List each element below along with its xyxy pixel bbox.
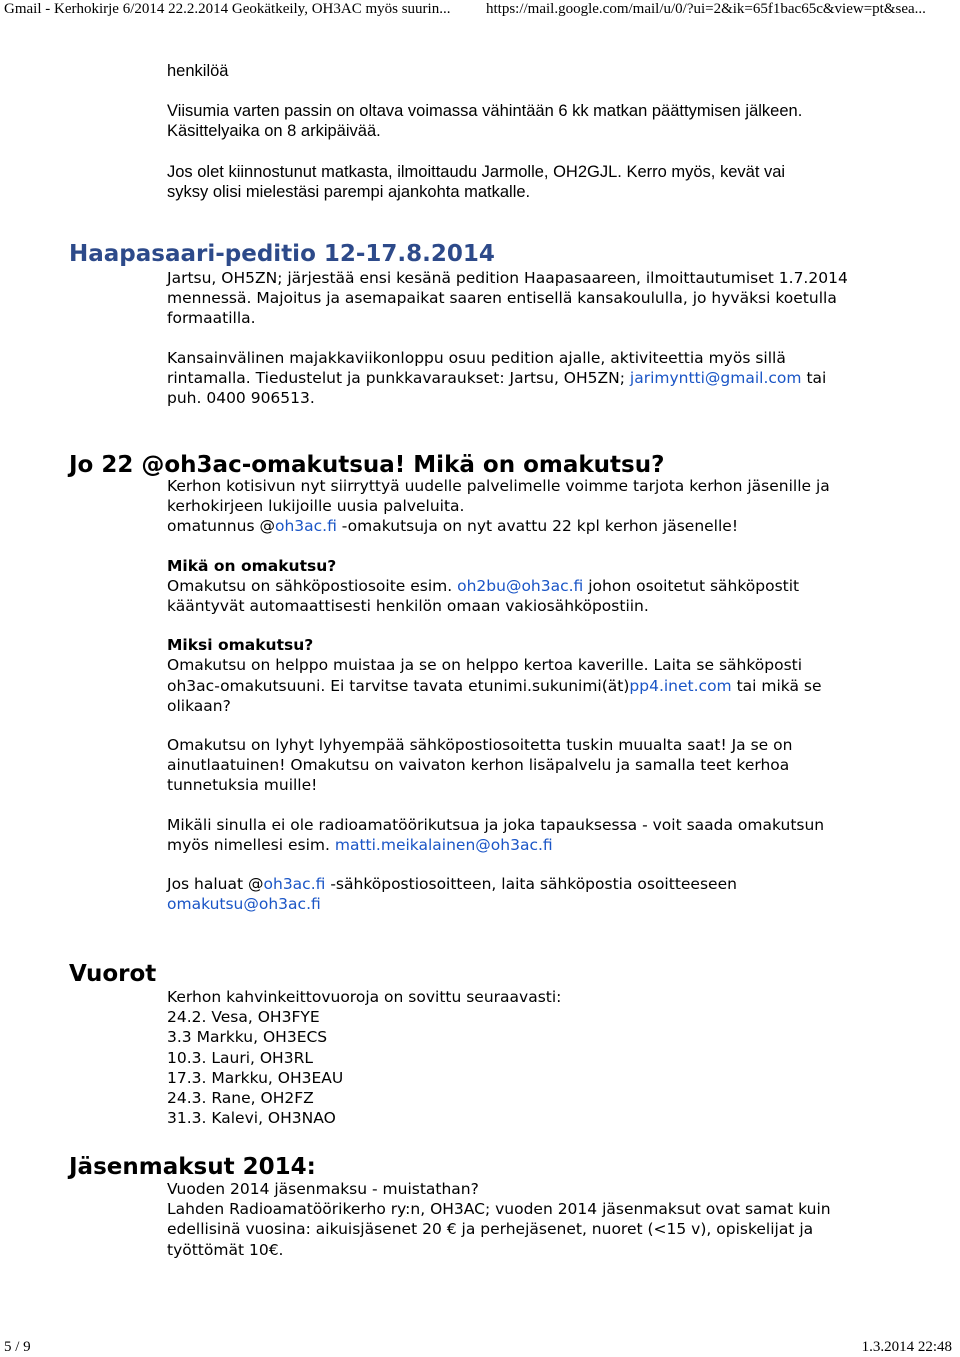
intro-section <box>167 61 907 203</box>
omakutsu-title: Jo 22 @oh3ac-omakutsua! Mikä on omakutsu? <box>69 452 665 478</box>
text: rintamalla. Tiedustelut ja punkkavaraukset: Jartsu, OH5ZN; <box>167 368 630 387</box>
vuorot-intro: Kerhon kahvinkeittovuoroja on sovittu seuraavasti: <box>167 988 562 1006</box>
omakutsu-a1a <box>167 576 907 596</box>
vuorot-item: 10.3. Lauri, OH3RL <box>167 1048 313 1067</box>
print-datetime: 1.3.2014 22:48 <box>861 1339 952 1355</box>
header-url: https://mail.google.com/mail/u/0/?ui=2&ik=65f1bac65c&view=pt&sea... <box>486 1 926 17</box>
jasenmaksut-p2c: työttömät 10€. <box>167 1240 284 1259</box>
domain-link[interactable]: oh3ac.fi <box>274 517 337 536</box>
question-why: Miksi omakutsu? <box>167 636 314 655</box>
text: tai <box>801 368 827 387</box>
intro-p2b: Käsittelyaika on 8 arkipäivää. <box>167 122 381 140</box>
vuorot-title: Vuorot <box>69 961 157 987</box>
text: -omakutsuja on nyt avattu 22 kpl kerhon jäsenelle! <box>336 517 739 536</box>
intro-p1: henkilöä <box>167 62 229 80</box>
jasenmaksut-p2b: edellisinä vuosina: aikuisjäsenet 20 € ja perhejäsenet, nuoret (<15 v), opiskelijat ja <box>167 1220 814 1239</box>
intro-p2a: Viisumia varten passin on oltava voimassa vähintään 6 kk matkan päättymisen jälkeen. <box>167 101 803 120</box>
haapasaari-p2a: Kansainvälinen majakkaviikonloppu osuu pedition ajalle, aktiviteettia myös sillä <box>167 348 786 367</box>
omakutsu-a2c: olikaan? <box>167 696 231 715</box>
text: tai mikä se <box>731 676 822 695</box>
vuorot-item: 17.3. Markku, OH3EAU <box>167 1068 344 1087</box>
page-number: 5 / 9 <box>4 1339 31 1355</box>
text: -sähköpostiosoitteen, laita sähköpostia osoitteeseen <box>325 875 737 894</box>
haapasaari-p2c: puh. 0400 906513. <box>167 389 315 408</box>
omakutsu-p1b: kerhokirjeen lukijoille uusia palveluita. <box>167 497 465 516</box>
text: myös nimellesi esim. <box>167 835 335 854</box>
email-link-jarimyntti[interactable]: jarimyntti@gmail.com <box>629 368 802 387</box>
haapasaari-p1b: mennessä. Majoitus ja asemapaikat saaren entisellä kansakoululla, jo hyväksi koetulla <box>167 289 837 308</box>
jasenmaksut-p1: Vuoden 2014 jäsenmaksu - muistathan? <box>167 1180 479 1198</box>
text: Omakutsu on sähköpostiosoite esim. <box>167 576 458 595</box>
omakutsu-p1c <box>167 516 907 536</box>
question-what: Mikä on omakutsu? <box>167 556 337 575</box>
email-link-oh2bu[interactable]: oh2bu@oh3ac.fi <box>457 576 584 595</box>
haapasaari-body <box>167 268 907 408</box>
omakutsu-a3a: Omakutsu on lyhyt lyhyempää sähköpostiosoitetta tuskin muualta saat! Ja se on <box>167 736 793 755</box>
omakutsu-a5a <box>167 874 907 894</box>
haapasaari-p1a: Jartsu, OH5ZN; järjestää ensi kesänä pedition Haapasaareen, ilmoittautumiset 1.7.2014 <box>167 269 848 287</box>
haapasaari-p1c: formaatilla. <box>167 309 256 328</box>
intro-p3a: Jos olet kiinnostunut matkasta, ilmoittaudu Jarmolle, OH2GJL. Kerro myös, kevät vai <box>167 162 786 181</box>
print-header <box>0 0 960 20</box>
text: oh3ac-omakutsuuni. Ei tarvitse tavata etunimi.sukunimi(ät) <box>167 676 630 695</box>
vuorot-item: 24.2. Vesa, OH3FYE <box>167 1008 320 1027</box>
omakutsu-body <box>167 476 907 914</box>
omakutsu-a2b <box>167 676 907 696</box>
jasenmaksut-p2a: Lahden Radioamatöörikerho ry:n, OH3AC; vuoden 2014 jäsenmaksut ovat samat kuin <box>167 1200 831 1219</box>
omakutsu-a3b: ainutlaatuinen! Omakutsu on vaivaton kerhon lisäpalvelu ja samalla teet kerhoa <box>167 756 790 775</box>
haapasaari-title: Haapasaari-peditio 12-17.8.2014 <box>69 241 495 267</box>
jasenmaksut-title: Jäsenmaksut 2014: <box>69 1154 316 1180</box>
header-title: Gmail - Kerhokirje 6/2014 22.2.2014 Geokätkeily, OH3AC myös suurin... <box>4 1 451 17</box>
email-link-omakutsu[interactable]: omakutsu@oh3ac.fi <box>167 895 321 914</box>
intro-p3b: syksy olisi mielestäsi parempi ajankohta matkalle. <box>167 183 531 201</box>
text: omatunnus @ <box>167 517 275 536</box>
vuorot-item: 24.3. Rane, OH2FZ <box>167 1089 314 1108</box>
vuorot-item: 3.3 Markku, OH3ECS <box>167 1028 328 1047</box>
print-footer <box>0 1337 960 1357</box>
omakutsu-a4a: Mikäli sinulla ei ole radioamatöörikutsua ja joka tapauksessa - voit saada omakutsun <box>167 815 825 834</box>
email-link-matti[interactable]: matti.meikalainen@oh3ac.fi <box>334 835 553 854</box>
text: Jos haluat @ <box>167 875 264 894</box>
domain-link-pp4[interactable]: pp4.inet.com <box>629 676 732 695</box>
text: johon osoitetut sähköpostit <box>583 576 800 595</box>
omakutsu-a2a: Omakutsu on helppo muistaa ja se on helppo kertoa kaverille. Laita se sähköposti <box>167 656 803 675</box>
vuorot-item: 31.3. Kalevi, OH3NAO <box>167 1109 336 1128</box>
omakutsu-p1a: Kerhon kotisivun nyt siirryttyä uudelle palvelimelle voimme tarjota kerhon jäsenille ja <box>167 477 830 495</box>
omakutsu-a4b <box>167 835 907 855</box>
omakutsu-a1b: kääntyvät automaattisesti henkilön omaan vakiosähköpostiin. <box>167 597 649 616</box>
omakutsu-a3c: tunnetuksia muille! <box>167 776 318 795</box>
haapasaari-p2b <box>167 368 907 388</box>
domain-link-oh3ac[interactable]: oh3ac.fi <box>263 875 326 894</box>
jasenmaksut-body <box>167 1179 907 1260</box>
vuorot-body <box>167 987 907 1128</box>
